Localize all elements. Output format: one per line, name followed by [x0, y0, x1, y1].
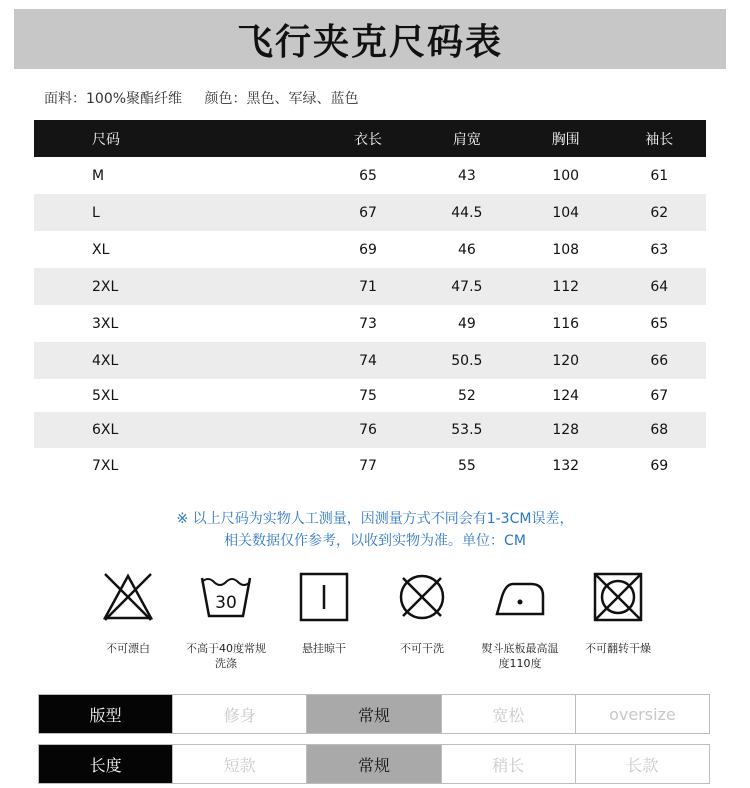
fit-option: 宽松 [441, 695, 575, 733]
table-row [34, 305, 706, 342]
table-cell: 69 [650, 457, 669, 474]
table-cell: 71 [321, 268, 415, 305]
table-row [34, 231, 706, 268]
table-cell: 55 [457, 457, 476, 474]
care-label: 不可漂白 [106, 642, 150, 655]
table-cell: 53.5 [415, 412, 519, 448]
care-no-dry-clean [382, 570, 462, 656]
table-cell: 6XL [34, 412, 321, 448]
table-cell: XL [92, 241, 110, 258]
table-row [34, 379, 706, 412]
table-cell: M [92, 167, 105, 184]
table-cell: 66 [612, 342, 706, 379]
table-cell: 77 [359, 457, 377, 474]
care-no-tumble-dry [578, 570, 658, 656]
table-row [34, 268, 706, 305]
table-cell: 65 [359, 167, 377, 184]
fit-option: 常规 [306, 695, 440, 733]
length-option: 短款 [172, 745, 306, 783]
hang-dry-icon [297, 570, 351, 624]
table-cell: 116 [552, 315, 580, 332]
measurement-note [0, 508, 750, 552]
length-option: 常规 [306, 745, 440, 783]
table-cell: 104 [519, 194, 613, 231]
table-cell: 75 [359, 387, 377, 404]
table-cell: 63 [650, 241, 669, 258]
table-cell: 65 [650, 315, 669, 332]
care-label: 悬挂晾干 [302, 642, 346, 655]
table-cell: 7XL [92, 457, 119, 474]
iron-low-icon [493, 570, 547, 624]
wash-temp-text: 30 [215, 593, 237, 613]
table-header-row [34, 120, 706, 157]
title-bar [14, 9, 726, 69]
care-wash-30 [186, 570, 266, 671]
table-cell: 44.5 [415, 194, 519, 231]
care-label: 不高于40度常规洗涤 [186, 642, 266, 670]
page-title: 飞行夹克尺码表 [236, 21, 503, 63]
table-cell: 50.5 [415, 342, 519, 379]
fit-row [38, 694, 710, 734]
table-cell: 64 [612, 268, 706, 305]
table-cell: 47.5 [415, 268, 519, 305]
header-size: 尺码 [34, 120, 321, 157]
care-label: 不可翻转干燥 [585, 642, 651, 655]
table-row [34, 342, 706, 379]
length-option: 长款 [575, 745, 709, 783]
table-cell: 62 [612, 194, 706, 231]
table-cell: 124 [552, 387, 580, 404]
table-cell: 2XL [34, 268, 321, 305]
table-cell: 100 [552, 167, 580, 184]
table-cell: 43 [457, 167, 476, 184]
table-row [34, 194, 706, 231]
table-cell: L [34, 194, 321, 231]
fit-label: 版型 [39, 695, 172, 733]
table-cell: 4XL [34, 342, 321, 379]
table-cell: 132 [552, 457, 580, 474]
length-row [38, 744, 710, 784]
care-hang-dry [284, 570, 364, 656]
table-cell: 3XL [92, 315, 119, 332]
header-shoulder: 肩宽 [415, 120, 519, 157]
color-text: 颜色：黑色、军绿、蓝色 [204, 91, 359, 107]
table-cell: 46 [457, 241, 476, 258]
length-option: 稍长 [441, 745, 575, 783]
table-cell: 108 [552, 241, 580, 258]
table-cell: 128 [519, 412, 613, 448]
care-iron-low [480, 570, 560, 671]
fit-option: oversize [575, 695, 709, 733]
size-table-body [34, 157, 706, 483]
table-cell: 68 [612, 412, 706, 448]
fabric-text: 面料：100%聚酯纤维 [44, 91, 183, 107]
no-dry-clean-icon [395, 570, 449, 624]
table-cell: 73 [359, 315, 377, 332]
care-label: 熨斗底板最高温度110度 [481, 642, 559, 670]
table-cell: 61 [650, 167, 669, 184]
table-cell: 76 [321, 412, 415, 448]
care-label: 不可干洗 [400, 642, 444, 655]
table-cell: 69 [359, 241, 377, 258]
material-info [44, 88, 376, 108]
table-cell: 74 [321, 342, 415, 379]
no-bleach-icon [101, 570, 155, 624]
header-sleeve: 袖长 [612, 120, 706, 157]
table-cell: 67 [650, 387, 669, 404]
no-tumble-dry-icon [591, 570, 645, 624]
table-row [34, 448, 706, 483]
size-table [34, 120, 706, 483]
table-cell: 112 [519, 268, 613, 305]
table-cell: 5XL [92, 387, 119, 404]
wash-30-icon [199, 570, 253, 624]
header-length: 衣长 [321, 120, 415, 157]
header-chest: 胸围 [519, 120, 613, 157]
table-cell: 120 [519, 342, 613, 379]
table-row [34, 412, 706, 448]
table-row [34, 157, 706, 194]
fit-option: 修身 [172, 695, 306, 733]
table-cell: 52 [457, 387, 476, 404]
note-line-2: 相关数据仅作参考，以收到实物为准。单位：CM [224, 533, 526, 549]
care-no-bleach [88, 570, 168, 656]
table-cell: 49 [457, 315, 476, 332]
note-line-1: ※ 以上尺码为实物人工测量，因测量方式不同会有1-3CM误差， [176, 511, 574, 527]
length-label: 长度 [39, 745, 172, 783]
table-cell: 67 [321, 194, 415, 231]
